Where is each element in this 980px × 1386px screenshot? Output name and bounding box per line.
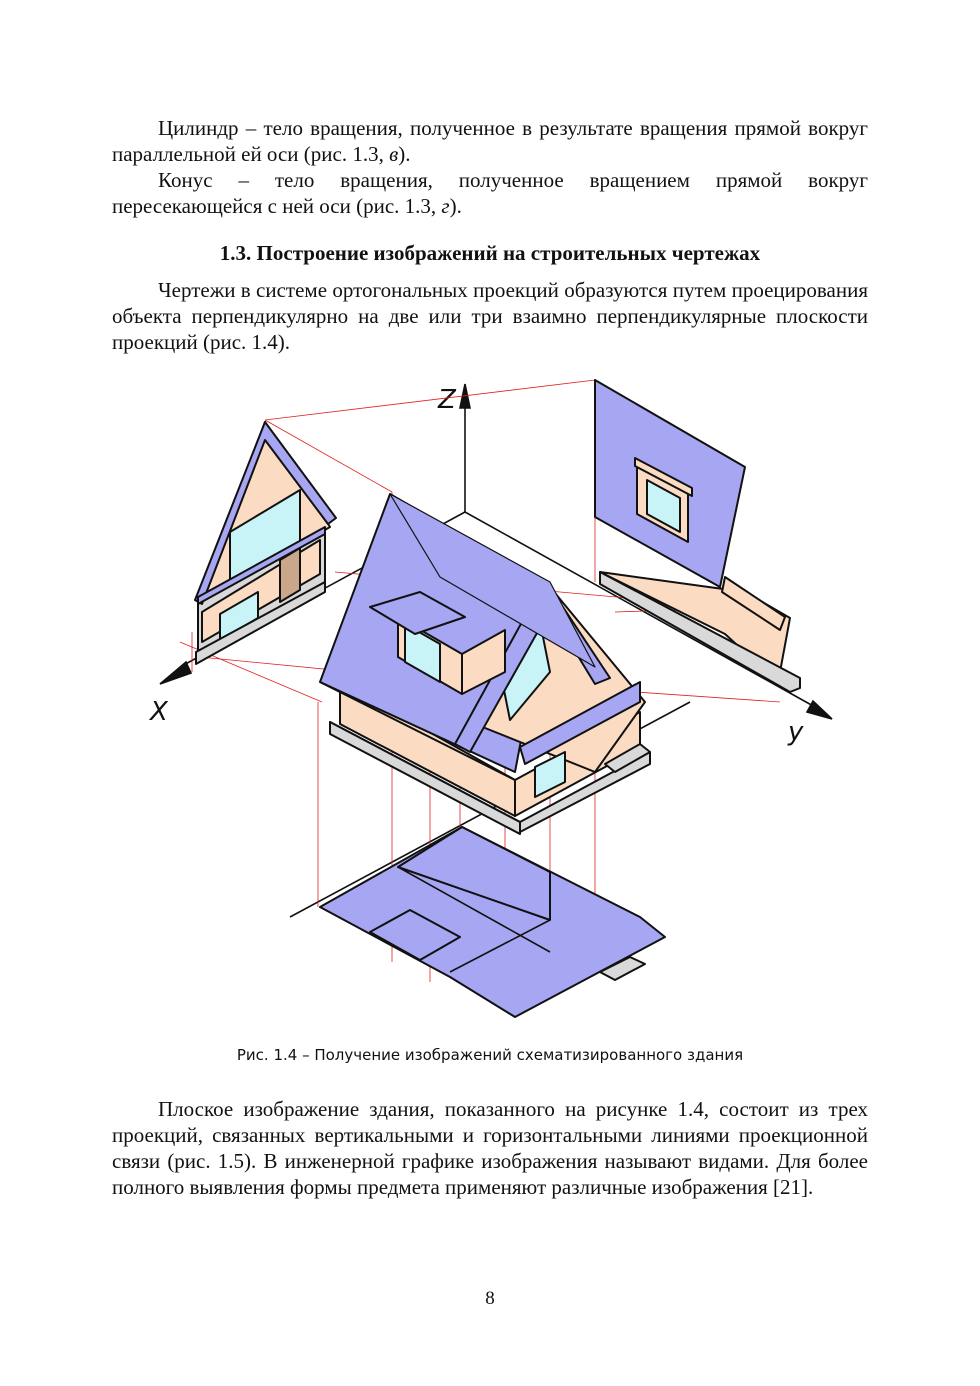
- paragraph-cylinder: Цилиндр – тело вращения, полученное в результате вращения прямой вокруг параллельной ей оси (рис. 1.3, в).: [112, 116, 868, 166]
- isometric-house: [320, 494, 650, 834]
- side-view: [595, 380, 800, 692]
- page-number: 8: [485, 1288, 495, 1309]
- axis-label-z: Z: [438, 385, 456, 415]
- front-view: [195, 422, 336, 664]
- section-heading: 1.3. Построение изображений на строительных чертежах: [219, 241, 761, 265]
- paragraph-body: Плоское изображение здания, показанного на рисунке 1.4, состоит из трех проекций, связанных вертикальными и горизонтальными линиями проекционной связи (рис. 1.5). В инженерной графике изображения называют видами. Для более полного выявления формы предмета применяют различные изображения [21].: [112, 1097, 868, 1199]
- paragraph-intro: Чертежи в системе ортогональных проекций образуются путем проецирования объекта перпендикулярно на две или три взаимно перпендикулярные плоскости проекций (рис. 1.4).: [112, 278, 868, 354]
- axis-label-x: X: [150, 697, 168, 727]
- building-projection-figure: [140, 372, 840, 1032]
- x-axis-arrow: [160, 662, 191, 684]
- y-axis-arrow: [807, 701, 832, 719]
- figure-caption: Рис. 1.4 – Получение изображений схематизированного здания: [236, 1046, 744, 1064]
- plan-view: [320, 827, 665, 1017]
- axis-label-y: y: [788, 717, 804, 747]
- paragraph-cone: Конус – тело вращения, полученное вращением прямой вокруг пересекающейся с ней оси (рис. 1.3, г).: [112, 168, 868, 218]
